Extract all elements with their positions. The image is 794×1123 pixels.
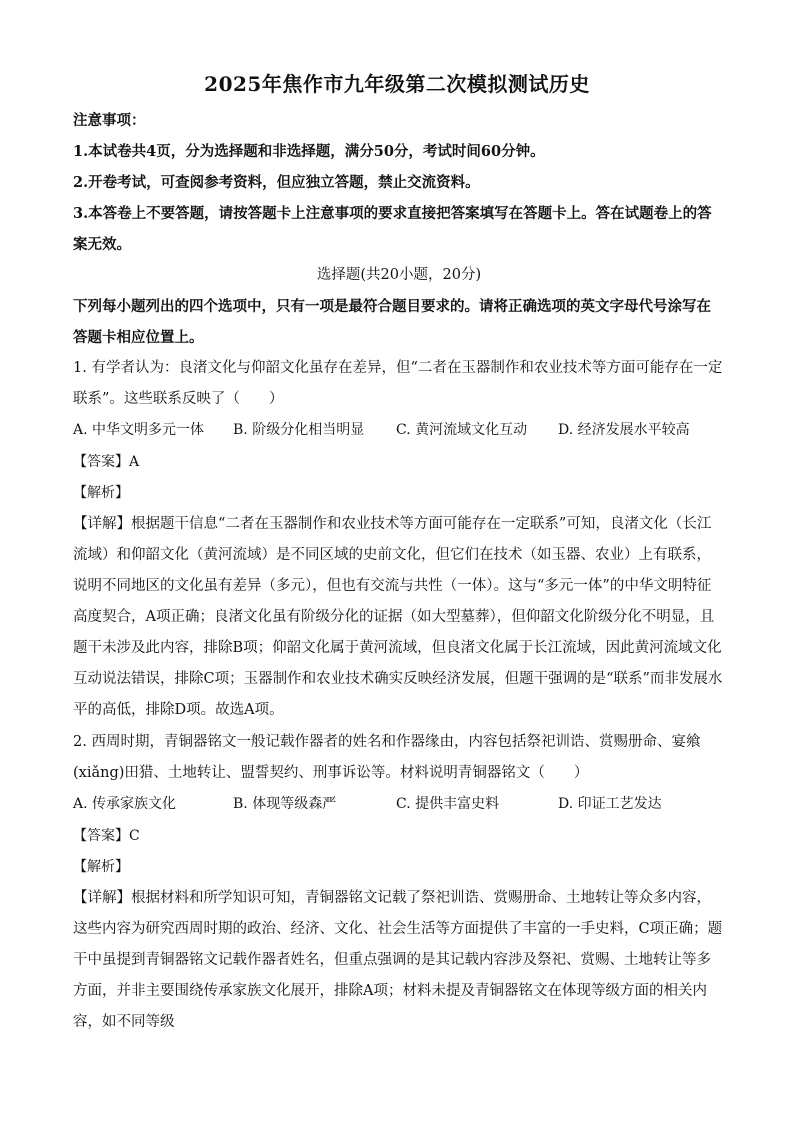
question-2-options	[73, 790, 725, 818]
detail-text: 根据材料和所学知识可知，青铜器铭文记载了祭祀训诰、赏赐册命、土地转让等众多内容，这些内容为研究西周时期的政治、经济、文化、社会生活等方面提供了丰富的一手史料，C项正确；题干中虽提到青铜器铭文记载作器者姓名，但重点强调的是其记载内容涉及祭祀、赏赐、土地转让等多方面，并非主要围绕传承家族文化展开，排除A项；材料未提及青铜器铭文在体现等级方面的相关内容，如不同等级	[73, 890, 723, 1030]
question-1-options	[73, 416, 725, 444]
question-1-detail	[73, 509, 725, 726]
answer-label: 【答案】	[73, 454, 129, 470]
question-1-option-a: A. 中华文明多元一体	[73, 422, 205, 438]
notice-heading: 注意事项：	[73, 112, 146, 129]
answer-value: A	[129, 454, 140, 470]
notice-item-2: 2.开卷考试，可查阅参考资料，但应独立答题，禁止交流资料。	[73, 174, 480, 191]
detail-text: 根据题干信息“二者在玉器制作和农业技术等方面可能存在一定联系”可知，良渚文化（长江流域）和仰韶文化（黄河流域）是不同区域的史前文化，但它们在技术（如玉器、农业）上有联系，说明不同地区的文化虽有差异（多元），但也有交流与共性（一体）。这与“多元一体”的中华文明特征高度契合，A项正确；良渚文化虽有阶级分化的证据（如大型墓葬），但仰韶文化阶级分化不明显，且题干未涉及此内容，排除B项；仰韶文化属于黄河流域，但良渚文化属于长江流域，因此黄河流域文化互动说法错误，排除C项；玉器制作和农业技术确实反映经济发展，但题干强调的是“联系”而非发展水平的高低，排除D项。故选A项。	[73, 516, 723, 718]
notice-item-3: 3.本答卷上不要答题，请按答题卡上注意事项的要求直接把答案填写在答题卡上。答在试题卷上的答案无效。	[73, 205, 712, 253]
question-1-option-c: C. 黄河流域文化互动	[396, 422, 528, 438]
question-1-stem: 1. 有学者认为：良渚文化与仰韶文化虽存在差异，但“二者在玉器制作和农业技术等方面可能存在一定联系”。这些联系反映了（ ）	[73, 360, 723, 407]
detail-label: 【详解】	[73, 516, 131, 532]
question-2-analysis-label: 【解析】	[73, 859, 129, 875]
question-2-answer	[73, 822, 140, 850]
question-1-option-d: D. 经济发展水平较高	[558, 422, 690, 438]
question-2-option-b: B. 体现等级森严	[233, 796, 337, 812]
section-title: 选择题(共20小题，20分)	[316, 267, 482, 283]
section-instruction: 下列每小题列出的四个选项中，只有一项是最符合题目要求的。请将正确选项的英文字母代号涂写在答题卡相应位置上。	[73, 298, 711, 346]
question-1-answer	[73, 448, 139, 476]
notice-item-1: 1.本试卷共4页，分为选择题和非选择题，满分50分，考试时间60分钟。	[73, 143, 545, 160]
question-2-option-a: A. 传承家族文化	[73, 796, 177, 812]
page-title: 2025年焦作市九年级第二次模拟测试历史	[204, 72, 590, 96]
question-1-option-b: B. 阶级分化相当明显	[233, 422, 365, 438]
answer-value: C	[129, 828, 140, 844]
answer-label: 【答案】	[73, 828, 129, 844]
question-1-analysis-label: 【解析】	[73, 485, 129, 501]
question-2-option-d: D. 印证工艺发达	[558, 796, 662, 812]
question-2-detail	[73, 883, 725, 1038]
detail-label: 【详解】	[73, 890, 131, 906]
question-2-option-c: C. 提供丰富史料	[396, 796, 500, 812]
question-2-stem: 2. 西周时期，青铜器铭文一般记载作器者的姓名和作器缘由，内容包括祭祀训诰、赏赐册命、宴飨(xiǎng)田猎、土地转让、盟誓契约、刑事诉讼等。材料说明青铜器铭文（ ）	[73, 734, 701, 781]
